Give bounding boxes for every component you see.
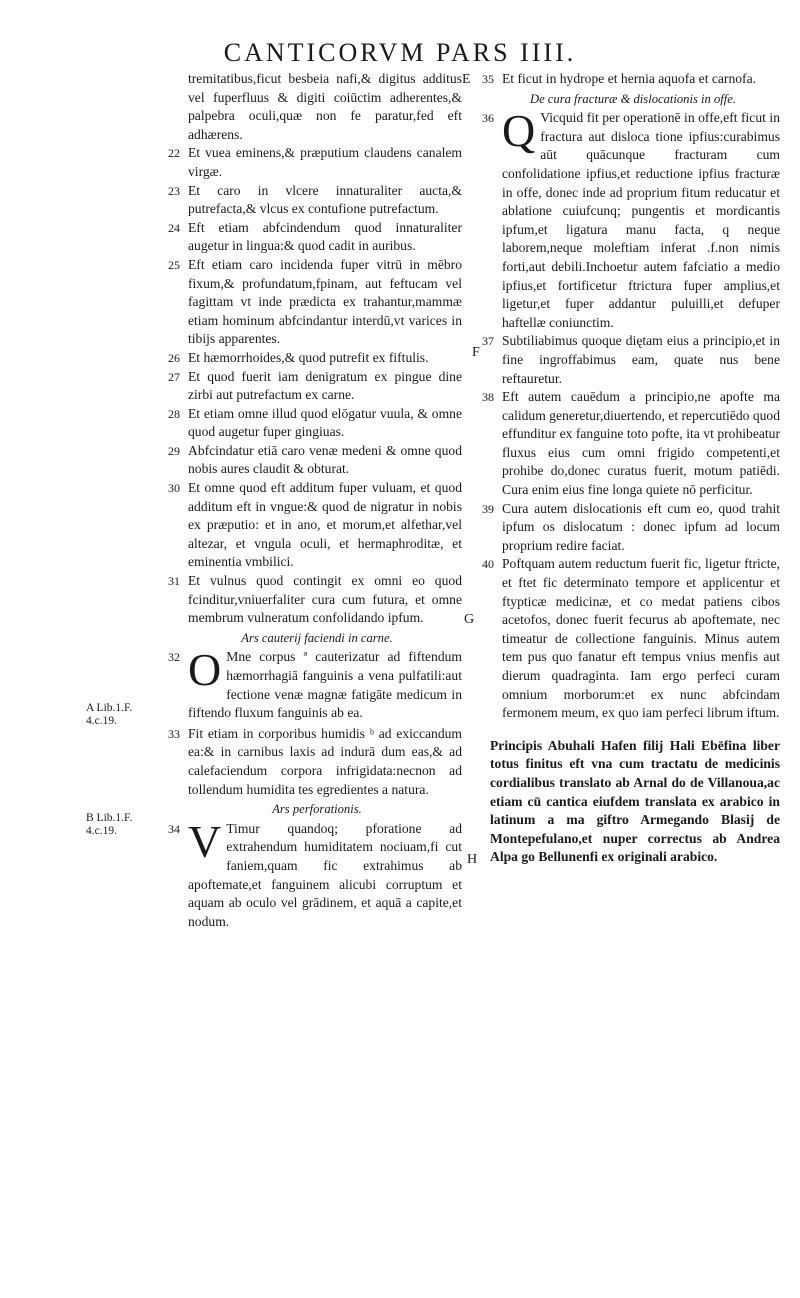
margin-note-a-line1: A Lib.1.F. <box>86 702 133 714</box>
paragraph-number: 36 <box>482 111 494 126</box>
margin-letter-h: H <box>467 852 478 867</box>
paragraph-number: 28 <box>168 406 180 421</box>
paragraph-text: Vicquid fit per operationē in offe,eft ficut in fractura aut disloca tione ipfius:curabimus aūt quācunque fracturam cum confolidatione ipfius,et reductione ipfius fracturæ in offe, donec inde ad proprium fitum reducatur et ablatione cuiufcunq; pungentis et mordicantis ipfum,et ligatura manu facta, q neque laborem,neque moleftiam inferat .f.non nimis forti,aut debili.Inchoetur autem fafciatio a medio ipfius,et fortificetur ftrictura fuper amplius,et ligetur,et fuper addantur puluilli,et defuper haftellæ coniunctim. <box>502 110 780 330</box>
paragraph-text: Et ficut in hydrope et hernia aquofa et carnofa. <box>502 71 757 86</box>
colophon: Principis Abuhali Hafen filij Hali Ebēfina liber totus finitus eft vna cum tractatu de medicinis cordialibus translato ab Arnal do de Villanoua,ac etiam cū cantica eiufdem translata ex arabico in latinum a ma giftro Armegando Blasij de Montepefulano,et nuper correctus ab Andrea Alpa go Bellunenfi ex originali arabico. <box>490 737 780 865</box>
paragraph-text: tremitatibus,ficut besbeia nafi,& digitus additus vel fuperfluus & digiti coiūctim adherentes,& palpebra oculi,quæ non fe paratur,fed eft adhærens. <box>188 71 462 142</box>
margin-note-a <box>86 702 132 728</box>
paragraph-text: Eft etiam caro incidenda fuper vitrū in mēbro fixum,& profundatum,fpinam, aut feftucam vel fagittam vt inde prædicta ex trahantur,mammæ etiam hominum abfcindantur interdū,vt varices in tibijs apparentes. <box>188 256 462 347</box>
drop-cap-v: V <box>188 815 222 867</box>
paragraph-text: Subtiliabimus quoque diętam eius a principio,et in fine ingroffabimus eam, quate nus bene reftauretur. <box>502 333 780 386</box>
paragraph-text: Et omne quod eft additum fuper vuluam, et quod additum eft in vngue:& quod de nigratur in nobis ex præputio: et in ano, et morum,et alfethar,vel altezar, et vngula oculi, et hermaphroditæ, et eminentia vmbilici. <box>188 480 462 570</box>
margin-note-b-line1: B Lib.1.F. <box>86 812 133 824</box>
paragraph-number: 34 <box>168 821 180 836</box>
paragraph-text: Et etiam omne illud quod elōgatur vuula, & omne quod augetur fuper gingiuas. <box>188 405 462 440</box>
margin-note-b-line2: 4.c.19. <box>86 825 117 837</box>
paragraph-number: 30 <box>168 481 180 496</box>
paragraph-number: 29 <box>168 443 180 458</box>
paragraph-36 <box>482 105 780 332</box>
paragraph-number: 37 <box>482 334 494 349</box>
paragraph-39 <box>482 500 780 556</box>
paragraph-text: Eft autem cauēdum a principio,ne apofte ma calidum generetur,diuertendo, et repercutiēdo quod effunditur ex fanguine toto pofte, ita vt prohibeatur fluxus eius cum omni frigido competenti,et prohibe do,donec curatus fuerit, motum patiēdi. Cura enim eius fine longa quiete nō perficitur. <box>502 389 781 498</box>
margin-letter-g: G <box>464 612 475 627</box>
paragraph-27 <box>168 368 462 405</box>
paragraph-35 <box>482 70 780 89</box>
paragraph-text: Timur quandoq; pforatione ad extrahendum humiditatem nociuam,fi cut faniem,quam fic extrahimus ab apoftemate,et fanguinem alicubi corruptum et aquam ab oculo vel grādinem, et aquā a capite,et nodum. <box>188 820 462 929</box>
margin-letter-f: F <box>472 345 480 360</box>
paragraph-text: Abfcindatur etiā caro venæ medeni & omne quod nobis aures claudit & obturat. <box>188 442 462 477</box>
paragraph-23 <box>168 182 462 219</box>
paragraph-number: 24 <box>168 220 180 235</box>
paragraph-40 <box>482 555 780 722</box>
drop-cap-o: O <box>188 644 222 696</box>
paragraph-22 <box>168 144 462 181</box>
paragraph-24 <box>168 219 462 256</box>
paragraph-text: Et caro in vlcere innaturaliter aucta,& putrefacta,& vlcus ex contufione putrefactum. <box>188 182 462 217</box>
paragraph-37 <box>482 332 780 388</box>
paragraph-number: 32 <box>168 650 180 665</box>
paragraph-number: 25 <box>168 257 180 272</box>
paragraph-number: 40 <box>482 557 494 572</box>
section-heading-cauterii: Ars cauterij faciendi in carne. <box>241 630 393 645</box>
paragraph-text: Et vulnus quod contingit ex omni eo quod fcinditur,vniuerfaliter cura cum futura, et omne membrum vulneratum confolidando ipfum. <box>188 573 462 626</box>
paragraph-text: Et hæmorrhoides,& quod putrefit ex fiftulis. <box>188 349 429 365</box>
margin-note-b <box>86 812 132 838</box>
paragraph-number: 26 <box>168 350 180 365</box>
paragraph-text: Cura autem dislocationis eft cum eo, quod trahit ipfum os dislocatum : donec ipfum ad locum proprium redire faciat. <box>502 500 780 553</box>
paragraph-28 <box>168 405 462 442</box>
paragraph-21-cont <box>172 70 462 144</box>
paragraph-number: 39 <box>482 501 494 516</box>
paragraph-text: Poftquam autem reductum fuerit fic, ligetur ftricte, et ftet fic determinato tempore et applicentur et ftypticæ medicinæ, et co medat patiens cibos acetofos, donec fuerit fecurus ab apoftemate, nec timeatur de collectione fanguinis. Minus autem tem pus quo fanatur eft tempus vnius menfis aut dierum quadraginta. Iam ergo perfeci curam omnium morborum:et ex nunc abfcindam fermonem meum, ex quo iam perfeci librum iftum. <box>502 556 780 721</box>
page-header: CANTICORVM PARS IIII. <box>223 38 577 67</box>
paragraph-number: 38 <box>482 390 494 405</box>
right-column <box>482 70 781 867</box>
paragraph-31 <box>168 572 462 628</box>
margin-note-a-line2: 4.c.19. <box>86 715 117 727</box>
paragraph-26 <box>168 349 462 368</box>
paragraph-32 <box>168 644 462 722</box>
left-column <box>168 70 462 931</box>
paragraph-25 <box>168 256 462 349</box>
paragraph-number: 33 <box>168 726 180 741</box>
paragraph-text: Et vuea eminens,& præputium claudens canalem virgæ. <box>188 145 462 179</box>
paragraph-text: Eft etiam abfcindendum quod innaturaliter augetur in lingua:& quod cadit in auribus. <box>188 219 462 254</box>
section-heading-perforationis: Ars perforationis. <box>272 802 362 817</box>
paragraph-number: 35 <box>482 72 494 86</box>
paragraph-33 <box>168 725 462 799</box>
section-heading-fracturae: De cura fracturæ & dislocationis in offe. <box>529 91 737 106</box>
paragraph-number: 22 <box>168 146 180 161</box>
paragraph-30 <box>168 479 462 572</box>
paragraph-text: Mne corpus ª cauterizatur ad fiftendum hæmorrhagiā fanguinis a vena pulfatili:aut fectione venæ magnæ fatigāte medicum in fiftendo fluxum fanguinis ab ea. <box>188 649 462 721</box>
drop-cap-q: Q <box>502 105 536 157</box>
paragraph-text: Fit etiam in corporibus humidis ᵇ ad exiccandum ea:& in carnibus laxis ad indurā dum eas,& ad calefaciendum corpora infrigidata:necnon ad tollendum humidita tes egredientes a natura. <box>188 725 462 797</box>
paragraph-29 <box>168 442 462 479</box>
paragraph-text: Et quod fuerit iam denigratum ex pingue dine zirbi aut putrefactum ex carne. <box>188 368 462 403</box>
paragraph-34 <box>168 815 462 932</box>
margin-letter-e: E <box>462 72 471 87</box>
paragraph-number: 31 <box>168 574 180 589</box>
paragraph-38 <box>482 388 781 500</box>
paragraph-number: 27 <box>168 369 180 384</box>
paragraph-number: 23 <box>168 183 180 198</box>
